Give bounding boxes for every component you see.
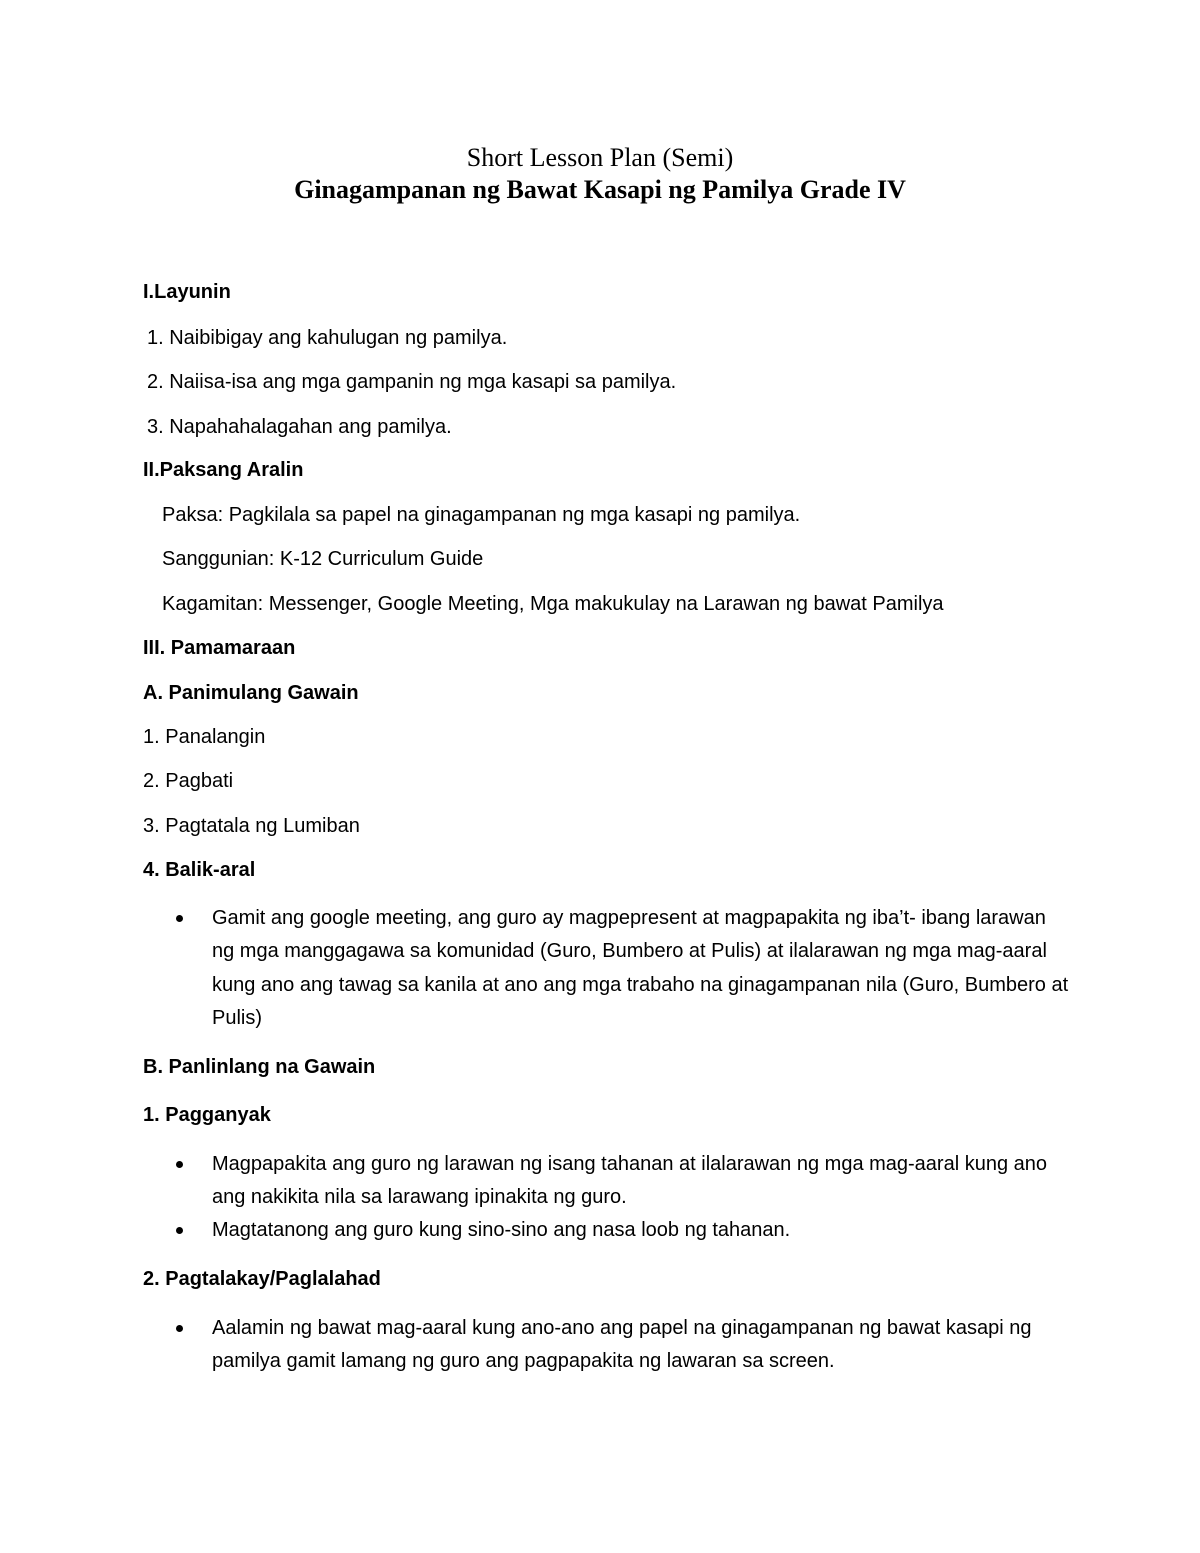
paksang-aralin-heading: II.Paksang Aralin bbox=[143, 459, 304, 481]
layunin-item: 1. Naibibigay ang kahulugan ng pamilya. bbox=[147, 327, 508, 349]
kagamitan-line: Kagamitan: Messenger, Google Meeting, Mga makukulay na Larawan ng bawat Pamilya bbox=[162, 593, 944, 615]
document-subtitle: Ginagampanan ng Bawat Kasapi ng Pamilya Grade IV bbox=[294, 175, 906, 204]
pamamaraan-heading: III. Pamamaraan bbox=[143, 637, 296, 659]
panimulang-item: 1. Panalangin bbox=[143, 726, 266, 748]
bullet-icon bbox=[176, 1227, 183, 1234]
layunin-heading: I.Layunin bbox=[143, 281, 231, 303]
pagganyak-bullet: Magpapakita ang guro ng larawan ng isang tahanan at ilalarawan ng mga mag-aaral kung ano ang nakikita nila sa larawang ipinakita ng guro. bbox=[212, 1153, 1048, 1209]
panimulang-gawain-heading: A. Panimulang Gawain bbox=[143, 682, 359, 704]
pagtalakay-heading: 2. Pagtalakay/Paglalahad bbox=[143, 1268, 381, 1290]
panimulang-item: 3. Pagtatala ng Lumiban bbox=[143, 815, 360, 837]
layunin-item: 2. Naiisa-isa ang mga gampanin ng mga kasapi sa pamilya. bbox=[147, 371, 677, 393]
paksa-line: Paksa: Pagkilala sa papel na ginagampanan ng mga kasapi ng pamilya. bbox=[162, 504, 801, 526]
bullet-icon bbox=[176, 915, 183, 922]
document-title: Short Lesson Plan (Semi) bbox=[466, 143, 734, 172]
pagganyak-bullet: Magtatanong ang guro kung sino-sino ang nasa loob ng tahanan. bbox=[212, 1219, 791, 1241]
panlinlang-gawain-heading: B. Panlinlang na Gawain bbox=[143, 1056, 376, 1078]
balik-aral-bullet: Gamit ang google meeting, ang guro ay magpepresent at magpapakita ng iba’t- ibang larawan ng mga manggagawa sa komunidad (Guro, Bumbero at Pulis) at ilalarawan ng mga mag-aaral kung ano ang tawag sa kanila at ano ang mga trabaho na ginagampanan nila (Guro, Bumbero at Pulis) bbox=[212, 907, 1069, 1029]
bullet-icon bbox=[176, 1325, 183, 1332]
pagtalakay-bullet: Aalamin ng bawat mag-aaral kung ano-ano ang papel na ginagampanan ng bawat kasapi ng pamilya gamit lamang ng guro ang pagpapakita ng lawaran sa screen. bbox=[212, 1317, 1032, 1373]
pagganyak-heading: 1. Pagganyak bbox=[143, 1104, 271, 1126]
balik-aral-heading: 4. Balik-aral bbox=[143, 859, 256, 881]
panimulang-item: 2. Pagbati bbox=[143, 770, 234, 792]
layunin-item: 3. Napahahalagahan ang pamilya. bbox=[147, 416, 452, 438]
sanggunian-line: Sanggunian: K-12 Curriculum Guide bbox=[162, 548, 484, 570]
bullet-icon bbox=[176, 1161, 183, 1168]
